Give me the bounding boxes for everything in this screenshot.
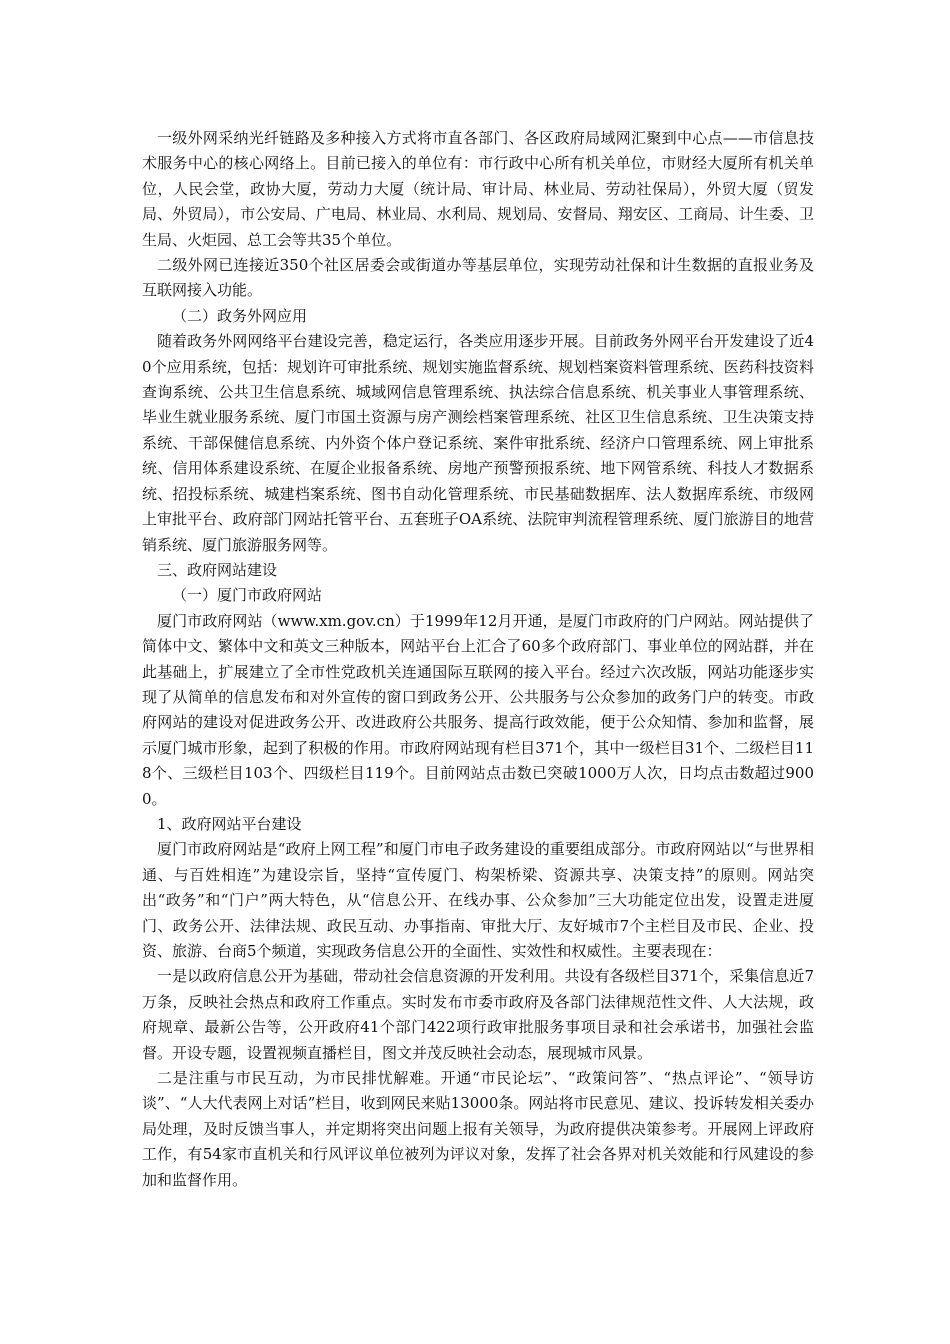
heading-xiamen-gov-website: （一）厦门市政府网站 (172, 586, 323, 605)
heading-egov-applications: （二）政务外网应用 (172, 306, 308, 325)
paragraph-network-units: 一级外网采纳光纤链路及多种接入方式将市直各部门、各区政府局域网汇聚到中心点——市信息技术服务中心的核心网络上。目前已接入的单位有：市行政中心所有机关单位，市财经大厦所有机关单位，人民会堂，政协大厦，劳动力大厦（统计局、审计局、林业局、劳动社保局），外贸大厦（贸发局、外贸局），市公安局、广电局、林业局、水利局、规划局、安督局、翔安区、工商局、计生委、卫生局、火炬园、总工会等共35个单位。 (142, 129, 814, 249)
paragraph-application-systems: 随着政务外网网络平台建设完善，稳定运行，各类应用逐步开展。目前政务外网平台开发建设了近40个应用系统，包括：规划许可审批系统、规划实施监督系统、规划档案资料管理系统、医药科技资料查询系统、公共卫生信息系统、城域网信息管理系统、执法综合信息系统、机关事业人事管理系统、毕业生就业服务系统、厦门市国土资源与房产测绘档案管理系统、社区卫生信息系统、卫生决策支持系统、干部保健信息系统、内外资个体户登记系统、案件审批系统、经济户口管理系统、网上审批系统、信用体系建设系统、在厦企业报备系统、房地产预警预报系统、地下网管系统、科技人才数据系统、招投标系统、城建档案系统、图书自动化管理系统、市民基础数据库、法人数据库系统、市级网上审批平台、政府部门网站托管平台、五套班子OA系统、法院审判流程管理系统、厦门旅游目的地营销系统、厦门旅游服务网等。 (142, 332, 814, 554)
heading-platform-construction: 1、政府网站平台建设 (157, 814, 302, 833)
paragraph-secondary-network: 二级外网已连接近350个社区居委会或街道办等基层单位，实现劳动社保和计生数据的直报业务及互联网接入功能。 (142, 256, 814, 300)
paragraph-platform-description: 厦门市政府网站是“政府上网工程”和厦门市电子政务建设的重要组成部分。市政府网站以“与世界相通、与百姓相连”为建设宗旨，坚持“宣传厦门、构架桥梁、资源共享、决策支持”的原则。网站突出“政务”和“门户”两大特色，从“信息公开、在线办事、公众参加”三大功能定位出发，设置走进厦门、政务公开、法律法规、政民互动、办事指南、审批大厅、友好城市7个主栏目及市民、企业、投资、旅游、台商5个频道，实现政务信息公开的全面性、实效性和权威性。主要表现在： (142, 840, 814, 960)
paragraph-info-disclosure: 一是以政府信息公开为基础，带动社会信息资源的开发利用。共设有各级栏目371个，采集信息近7万条，反映社会热点和政府工作重点。实时发布市委市政府及各部门法律规范性文件、人大法规，政府规章、最新公告等，公开政府41个部门422项行政审批服务事项目录和社会承诺书，加强社会监督。开设专题，设置视频直播栏目，图文并茂反映社会动态，展现城市风景。 (142, 967, 814, 1062)
document-page (142, 126, 814, 1193)
heading-website-construction: 三、政府网站建设 (157, 560, 278, 579)
paragraph-website-overview: 厦门市政府网站（www.xm.gov.cn）于1999年12月开通，是厦门市政府的门户网站。网站提供了简体中文、繁体中文和英文三种版本，网站平台上汇合了60多个政府部门、事业单位的网站群，并在此基础上，扩展建立了全市性党政机关连通国际互联网的接入平台。经过六次改版，网站功能逐步实现了从简单的信息发布和对外宣传的窗口到政务公开、公共服务与公众参加的政务门户的转变。市政府网站的建设对促进政务公开、改进政府公共服务、提高行政效能，便于公众知情、参加和监督，展示厦门城市形象，起到了积极的作用。市政府网站现有栏目371个，其中一级栏目31个、二级栏目118个、三级栏目103个、四级栏目119个。目前网站点击数已突破1000万人次，日均点击数超过9000。 (142, 611, 814, 808)
paragraph-citizen-interaction: 二是注重与市民互动，为市民排忧解难。开通“市民论坛”、“政策问答”、“热点评论”、“领导访谈”、“人大代表网上对话”栏目，收到网民来贴13000条。网站将市民意见、建议、投诉转发相关委办局处理，及时反馈当事人，并定期将突出问题上报有关领导，为政府提供决策参考。开展网上评政府工作，有54家市直机关和行风评议单位被列为评议对象，发挥了社会各界对机关效能和行风建设的参加和监督作用。 (142, 1069, 814, 1189)
